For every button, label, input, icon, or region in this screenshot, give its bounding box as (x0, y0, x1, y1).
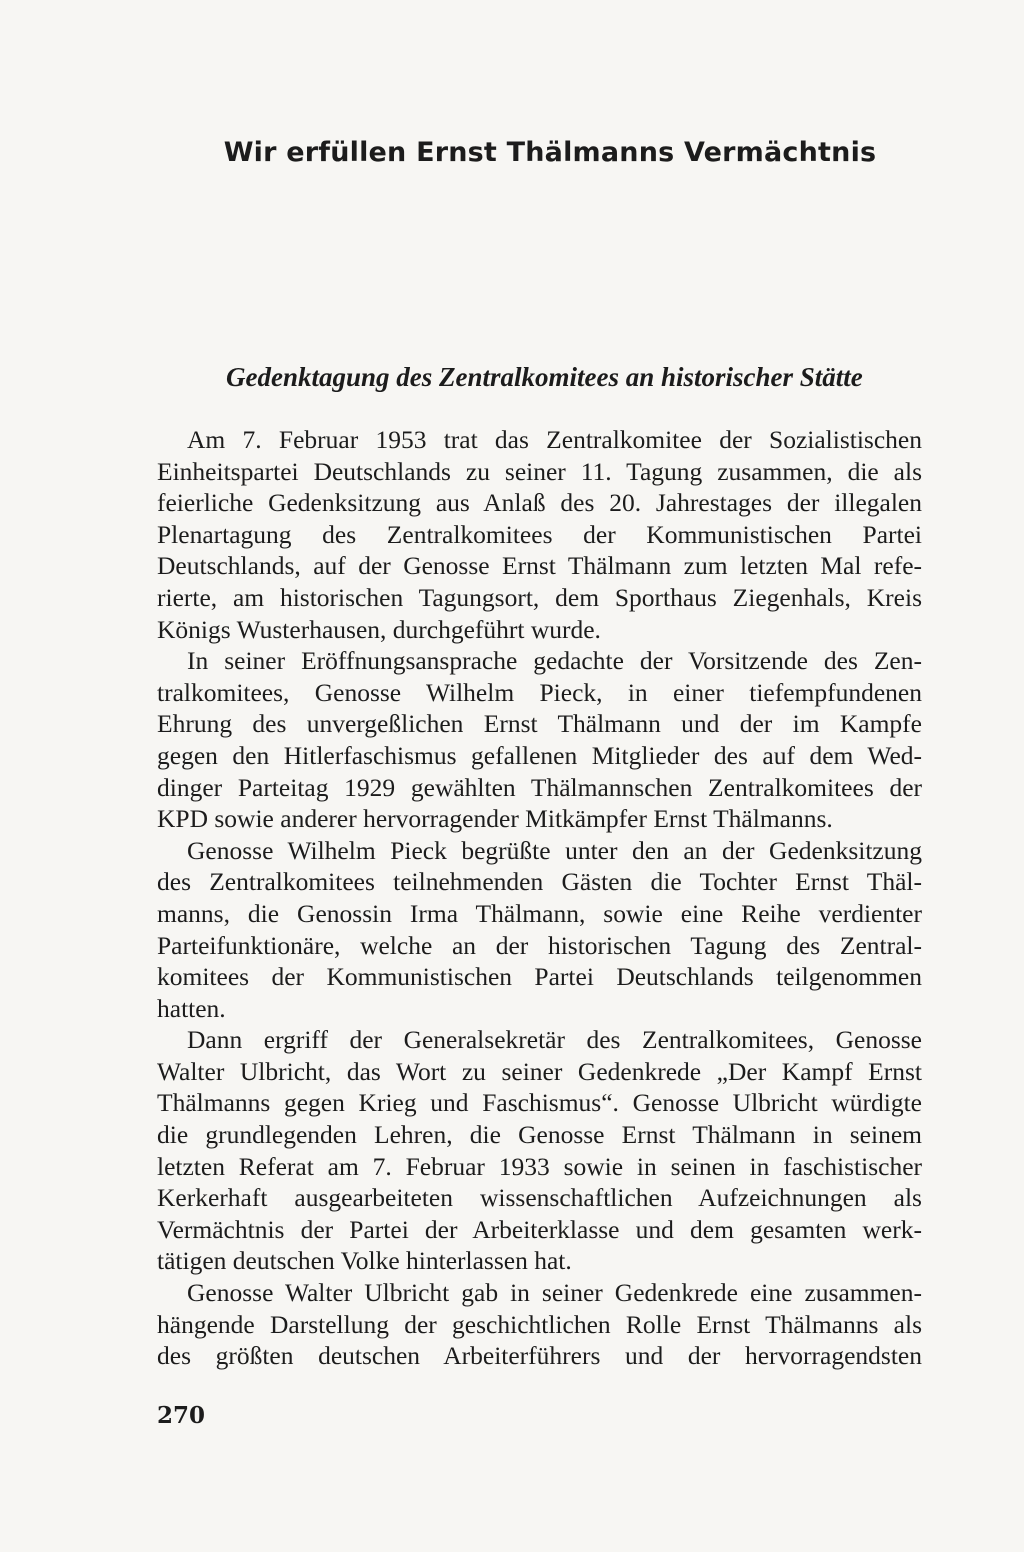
section-subtitle: Gedenktagung des Zentralkomitees an historischer Stätte (226, 362, 863, 392)
text-line: hatten. (157, 993, 226, 1023)
text-line: Vermächtnis der Partei der Arbeiterklasse und dem gesamten werk- (157, 1214, 922, 1244)
text-line: feierliche Gedenksitzung aus Anlaß des 20. Jahrestages der illegalen (157, 488, 922, 518)
text-line: Walter Ulbricht, das Wort zu seiner Gedenkrede „Der Kampf Ernst (157, 1056, 922, 1086)
paragraph-4 (157, 1024, 922, 1277)
text-line: manns, die Genossin Irma Thälmann, sowie eine Reihe verdienter (157, 898, 922, 928)
text-line: tätigen deutschen Volke hinterlassen hat. (157, 1246, 572, 1276)
text-line: KPD sowie anderer hervorragender Mitkämpfer Ernst Thälmanns. (157, 804, 833, 834)
text-line: Parteifunktionäre, welche an der historischen Tagung des Zentral- (157, 930, 922, 960)
text-line: komitees der Kommunistischen Partei Deutschlands teilgenommen (157, 962, 922, 992)
paragraph-2 (157, 645, 922, 835)
text-line: Kerkerhaft ausgearbeiteten wissenschaftlichen Aufzeichnungen als (157, 1183, 922, 1213)
text-line: hängende Darstellung der geschichtlichen Rolle Ernst Thälmanns als (157, 1309, 922, 1339)
text-line: Genosse Walter Ulbricht gab in seiner Gedenkrede eine zusammen- (187, 1278, 922, 1308)
body-text (157, 424, 922, 1372)
text-line: rierte, am historischen Tagungsort, dem Sporthaus Ziegenhals, Kreis (157, 582, 922, 612)
text-line: Am 7. Februar 1953 trat das Zentralkomitee der Sozialistischen (187, 425, 922, 454)
text-line: Einheitspartei Deutschlands zu seiner 11. Tagung zusammen, die als (157, 456, 922, 486)
text-line: Deutschlands, auf der Genosse Ernst Thälmann zum letzten Mal refe- (157, 551, 922, 581)
text-line: Genosse Wilhelm Pieck begrüßte unter den an der Gedenksitzung (187, 835, 922, 865)
text-line: dinger Parteitag 1929 gewählten Thälmannschen Zentralkomitees der (157, 772, 922, 802)
text-line: des größten deutschen Arbeiterführers und der hervorragendsten (157, 1341, 922, 1371)
text-line: tralkomitees, Genosse Wilhelm Pieck, in einer tiefempfundenen (157, 677, 922, 707)
text-line: In seiner Eröffnungsansprache gedachte der Vorsitzende des Zen- (187, 646, 922, 676)
text-line: Plenartagung des Zentralkomitees der Kommunistischen Partei (157, 519, 922, 549)
text-line: die grundlegenden Lehren, die Genosse Ernst Thälmann in seinem (157, 1120, 922, 1150)
paragraph-5 (157, 1277, 922, 1372)
text-line: Thälmanns gegen Krieg und Faschismus“. Genosse Ulbricht würdigte (157, 1088, 922, 1118)
paragraph-1 (157, 424, 922, 645)
page-number: 270 (157, 1402, 206, 1429)
text-line: letzten Referat am 7. Februar 1933 sowie in seinen in faschistischer (157, 1151, 922, 1181)
text-line: Dann ergriff der Generalsekretär des Zentralkomitees, Genosse (187, 1025, 922, 1055)
text-line: Königs Wusterhausen, durchgeführt wurde. (157, 614, 601, 644)
paragraph-3 (157, 835, 922, 1025)
text-line: Ehrung des unvergeßlichen Ernst Thälmann und der im Kampfe (157, 709, 922, 739)
text-line: gegen den Hitlerfaschismus gefallenen Mitglieder des auf dem Wed- (157, 740, 922, 770)
text-line: des Zentralkomitees teilnehmenden Gästen die Tochter Ernst Thäl- (157, 867, 922, 897)
chapter-title: Wir erfüllen Ernst Thälmanns Vermächtnis (223, 137, 877, 168)
